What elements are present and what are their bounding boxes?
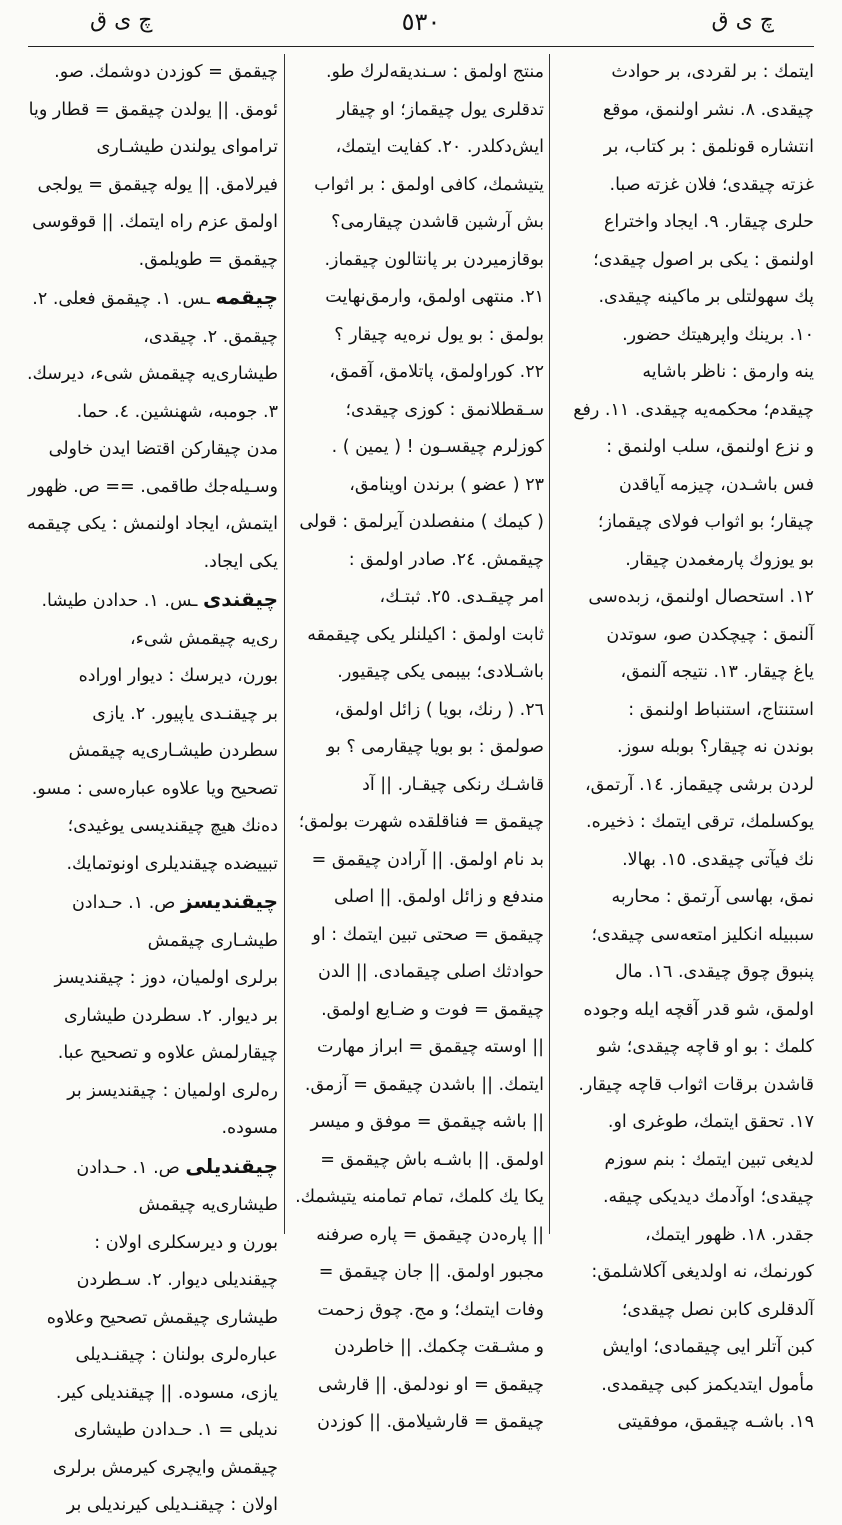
text-line xyxy=(290,1142,544,1180)
line-text: امر چیقـدی. ٢٥. ثبتـك، xyxy=(379,587,544,607)
line-text: چیقمق = کوزدن دوشمك. صو. xyxy=(54,62,278,82)
line-text: ٢١. منتهی اولمق، وارمق‌نهایت xyxy=(325,287,544,307)
text-line xyxy=(556,917,814,955)
text-line xyxy=(556,167,814,205)
text-line xyxy=(556,54,814,92)
line-text: آلدقلری کابن نصل چیقدی؛ xyxy=(621,1299,814,1320)
line-text: || پاره‌دن چیقمق = پاره صرفنه xyxy=(316,1224,544,1245)
line-text: ری‌یه چیقمش شیء، xyxy=(129,628,278,649)
line-text: بش آرشین قاشدن چیقارمی؟ xyxy=(331,212,544,232)
line-text: لدیغی تبین ایتمك : بنم سوزم xyxy=(604,1149,814,1170)
text-line xyxy=(556,1029,814,1067)
line-text: اولان : چیقنـدیلی کیرندیلی بر xyxy=(66,1495,278,1515)
text-line xyxy=(556,654,814,692)
line-text: کلمك : بو او قاچه چیقدی؛ شو xyxy=(597,1037,814,1057)
line-text: کورنمك، نه اولدیغی آکلاشلمق: xyxy=(591,1262,814,1282)
text-line xyxy=(28,658,278,696)
line-text: اولمق، شو قدر آقچه ایله وجوده xyxy=(583,999,814,1020)
line-text: اولنمق : یکی بر اصول چیقدی؛ xyxy=(593,249,814,270)
text-line xyxy=(28,1262,278,1300)
text-line xyxy=(28,167,278,205)
text-line xyxy=(290,879,544,917)
text-line xyxy=(28,1487,278,1525)
text-line xyxy=(556,992,814,1030)
text-line xyxy=(28,923,278,961)
line-text: حوادثك اصلی چیقمادی. || الدن xyxy=(318,962,544,982)
text-line xyxy=(556,392,814,430)
text-line xyxy=(28,1110,278,1148)
line-text: پك سهولتلی بر ماکینه چیقدی. xyxy=(598,287,814,307)
line-text: تصحیح ویا علاوه عباره‌سی : مسو. xyxy=(31,778,278,799)
line-text: ٢٢. کوراولمق، پاتلامق، آقمق، xyxy=(329,362,544,382)
text-line xyxy=(290,54,544,92)
line-text: چیقدم؛ محکمه‌یه چیقدی. ١١. رفع xyxy=(573,399,814,420)
text-line xyxy=(290,429,544,467)
line-text: چیقار؛ بو اثواب فولای چیقماز؛ xyxy=(597,512,814,532)
line-text: قاشدن برقات اثواب قاچه چیقار. xyxy=(578,1074,814,1095)
text-line xyxy=(290,654,544,692)
text-line xyxy=(290,504,544,542)
line-text: چیقمق = طویلمق. xyxy=(138,249,278,270)
line-text: حلری چیقار. ٩. ایجاد واختراع xyxy=(603,212,814,232)
line-text: || باشه چیقمق = موفق و میسر xyxy=(310,1112,544,1132)
line-text: || اوسته چیقمق = ابراز مهارت xyxy=(317,1037,544,1057)
text-line xyxy=(290,1292,544,1330)
line-text: ٢٣ ( عضو ) برندن اوینامق، xyxy=(349,474,544,495)
text-line xyxy=(556,1104,814,1142)
text-line xyxy=(556,204,814,242)
text-line xyxy=(290,279,544,317)
entry-headword: چیقندیلی xyxy=(185,1153,278,1178)
text-line xyxy=(290,467,544,505)
text-line xyxy=(290,204,544,242)
line-text: نك فیآتی چیقدی. ١٥. بهالا. xyxy=(622,849,814,870)
text-line xyxy=(28,544,278,582)
text-line xyxy=(556,804,814,842)
line-text: برلری اولمیان، دوز : چیقندیسز xyxy=(54,968,278,988)
text-line xyxy=(290,92,544,130)
entry-headword: چیقمه xyxy=(215,285,278,309)
text-line xyxy=(556,279,814,317)
text-line xyxy=(556,692,814,730)
text-line xyxy=(28,1300,278,1338)
line-text: آلنمق : چیچکدن صو، سوتدن xyxy=(606,624,814,645)
line-text: ص. ١. حـدادن xyxy=(76,1157,180,1178)
text-line xyxy=(556,579,814,617)
line-text: ره‌لری اولمیان : چیقندیسز بر xyxy=(67,1080,278,1101)
text-line xyxy=(28,356,278,394)
text-line xyxy=(28,431,278,469)
text-line xyxy=(556,129,814,167)
line-text: و مشـقت چکمك. || خاطردن xyxy=(334,1337,544,1357)
text-line xyxy=(290,954,544,992)
text-line xyxy=(556,842,814,880)
line-text: مأمول ایتدیکمز کبی چیقمدی. xyxy=(601,1374,814,1395)
text-line xyxy=(290,1179,544,1217)
page-header xyxy=(28,0,814,40)
text-line xyxy=(290,242,544,280)
line-text: ده‌نك هیچ چیقندیسی یوغیدی؛ xyxy=(67,816,278,836)
text-line xyxy=(28,1450,278,1488)
text-line xyxy=(556,1142,814,1180)
text-line xyxy=(290,917,544,955)
text-line xyxy=(556,1179,814,1217)
page-number: ٥٣٠ xyxy=(401,8,441,36)
text-line xyxy=(556,92,814,130)
line-text: فس باشـدن، چیزمه آیاقدن xyxy=(618,474,814,495)
line-text: طیشـاری چیقمش xyxy=(147,930,278,951)
text-line xyxy=(28,581,278,621)
text-line xyxy=(28,204,278,242)
text-line xyxy=(290,579,544,617)
text-line xyxy=(28,960,278,998)
text-line xyxy=(28,1337,278,1375)
line-text: ( کیمك ) منفصلدن آیرلمق : قولی xyxy=(299,512,544,532)
text-line xyxy=(290,1217,544,1255)
line-text: مندفع و زائل اولمق. || اصلی xyxy=(333,887,544,907)
text-line xyxy=(28,1035,278,1073)
text-line xyxy=(28,394,278,432)
line-text: غزته چیقدی؛ فلان غزته صبا. xyxy=(609,174,814,195)
text-line xyxy=(28,1073,278,1111)
line-text: ٣. جومبه، شهنشین. ٤. حما. xyxy=(76,401,278,422)
text-line xyxy=(290,767,544,805)
text-line xyxy=(556,1217,814,1255)
header-letters-left: چ ی ق xyxy=(90,8,153,33)
line-text: ١٢. استحصال اولنمق، زبده‌سی xyxy=(588,587,814,607)
text-line xyxy=(556,429,814,467)
line-text: ١٠. برینك واپرهیتك حضور. xyxy=(622,324,814,345)
line-text: ـس. ١. حدادن طیشا. xyxy=(41,591,198,611)
line-text: چیقدی. ٨. نشر اولنمق، موقع xyxy=(602,99,814,120)
text-line xyxy=(556,354,814,392)
text-line xyxy=(556,1067,814,1105)
text-line xyxy=(28,883,278,923)
text-line xyxy=(28,92,278,130)
line-text: یکی ایجاد. xyxy=(203,551,278,572)
line-text: یتیشمك، کافی اولمق : بر اثواب xyxy=(314,174,544,195)
text-line xyxy=(556,1254,814,1292)
text-line xyxy=(556,1292,814,1330)
line-text: و نزع اولنمق، سلب اولنمق : xyxy=(606,437,814,457)
line-text: ص. ١. حـدادن xyxy=(71,893,176,913)
text-line xyxy=(28,733,278,771)
line-text: لردن برشی چیقماز. ١٤. آرتمق، xyxy=(585,774,814,795)
line-text: یکا یك کلمك، تمام تمامنه یتیشمك. xyxy=(295,1187,544,1207)
text-line xyxy=(556,617,814,655)
text-line xyxy=(556,242,814,280)
text-line xyxy=(290,167,544,205)
text-line xyxy=(556,504,814,542)
line-text: تبییضده چیقندیلری اونوتمایك. xyxy=(66,853,278,874)
header-rule xyxy=(28,46,814,47)
text-line xyxy=(290,617,544,655)
column-divider-left xyxy=(284,54,285,1234)
text-line xyxy=(290,542,544,580)
text-line xyxy=(290,1367,544,1405)
line-text: اولمق عزم راه ایتمك. || قوقوسی xyxy=(32,212,278,232)
line-text: چیقمق = قارشیلامق. || کوزدن xyxy=(317,1412,544,1432)
line-text: تراموای یولندن طیشـاری xyxy=(96,137,278,157)
text-line xyxy=(290,729,544,767)
text-line xyxy=(290,992,544,1030)
line-text: چیقدی؛ اوآدمك دیدیکی چیقه. xyxy=(602,1187,814,1207)
text-line xyxy=(290,354,544,392)
line-text: ینه وارمق : ناظر باشایه xyxy=(642,362,814,382)
text-line xyxy=(556,767,814,805)
text-line xyxy=(556,954,814,992)
line-text: استنتاج، استنباط اولنمق : xyxy=(628,699,814,720)
text-line xyxy=(290,804,544,842)
line-text: منتج اولمق : سـندیقه‌لرك طو. xyxy=(325,62,544,82)
line-text: چیقمق. ٢. چیقدی، xyxy=(143,326,278,347)
line-text: قاشـك رنکی چیقـار. || آد xyxy=(362,774,544,795)
text-line xyxy=(28,1187,278,1225)
line-text: ثابت اولمق : اکیلنلر یکی چیقمقه xyxy=(307,624,544,645)
column-middle xyxy=(290,54,544,1432)
line-text: ایش‌دکلدر. ٢٠. کفایت ایتمك، xyxy=(335,137,544,157)
line-text: ئومق. || یولدن چیقمق = قطار ویا xyxy=(28,99,278,120)
line-text: کبن آتلر ایی چیقمادی؛ اوایش xyxy=(602,1337,814,1357)
line-text: یازی، مسوده. || چیقندیلی کیر. xyxy=(55,1382,278,1403)
entry-headword: چیقندی xyxy=(202,587,278,611)
text-line xyxy=(290,842,544,880)
line-text: پنبوق چوق چیقدی. ١٦. مال xyxy=(615,962,814,982)
text-line xyxy=(290,1029,544,1067)
text-line xyxy=(28,506,278,544)
line-text: طیشاری‌یه چیقمش xyxy=(138,1195,278,1215)
text-line xyxy=(28,129,278,167)
line-text: نمق، بهاسی آرتمق : محاربه xyxy=(611,887,814,907)
line-text: وفات ایتمك؛ و مج. چوق زحمت xyxy=(317,1299,544,1320)
line-text: ٢٦. ( رنك، بویا ) زائل اولمق، xyxy=(334,699,544,720)
line-text: چیقمق = او نودلمق. || قارشی xyxy=(318,1374,544,1395)
line-text: مجبور اولمق. || جان چیقمق = xyxy=(318,1262,544,1282)
text-line xyxy=(556,1404,814,1442)
line-text: بر چیقنـدی یاپیور. ٢. یازی xyxy=(92,703,278,724)
entry-headword: چیقندیسز xyxy=(181,889,278,913)
line-text: اولمق. || باشـه باش چیقمق = xyxy=(320,1149,544,1170)
line-text: صولمق : بو بویا چیقارمی ؟ بو xyxy=(326,737,544,757)
line-text: یوکسلمك، ترقی ایتمك : ذخیره. xyxy=(586,812,814,832)
line-text: سطردن طیشـاری‌یه چیقمش xyxy=(68,741,278,761)
text-line xyxy=(28,621,278,659)
line-text: بوندن نه چیقار؟ بوبله سوز. xyxy=(616,737,814,757)
text-line xyxy=(290,1329,544,1367)
header-letters-right: چ ی ق xyxy=(711,8,774,33)
text-line xyxy=(28,242,278,280)
text-line xyxy=(290,692,544,730)
line-text: چیقمق = صحتی تبین ایتمك : او xyxy=(312,924,544,945)
line-text: بوقازمیردن بر پانتالون چیقماز. xyxy=(324,249,544,270)
text-line xyxy=(28,469,278,507)
text-line xyxy=(556,729,814,767)
line-text: بولمق : بو یول نره‌یه چیقار ؟ xyxy=(334,324,544,345)
line-text: انتشاره قونلمق : بر کتاب، بر xyxy=(603,137,814,157)
line-text: مسوده. xyxy=(221,1118,278,1138)
text-line xyxy=(556,1367,814,1405)
text-line xyxy=(290,1104,544,1142)
line-text: تدقلری یول چیقماز؛ او چیقار xyxy=(337,99,544,120)
text-line xyxy=(290,129,544,167)
line-text: ـس. ١. چیقمق فعلی. ٢. xyxy=(32,289,210,309)
line-text: وسـیله‌جك طاقمی. == ص. ظهور xyxy=(28,476,278,497)
text-line xyxy=(28,1225,278,1263)
line-text: چیقارلمش علاوه و تصحیح عبا. xyxy=(57,1043,278,1063)
column-divider-right xyxy=(549,54,550,1234)
line-text: یاغ چیقار. ١٣. نتیجه آلنمق، xyxy=(620,662,814,682)
line-text: باشـلادی؛ بیبمی یکی چیقیور. xyxy=(337,662,544,682)
line-text: ایتمش، ایجاد اولنمش : یکی چیقمه xyxy=(27,514,278,534)
text-line xyxy=(556,542,814,580)
line-text: چیقمق = فناقلقده شهرت بولمق؛ xyxy=(298,812,544,832)
line-text: چیقندیلی دیوار. ٢. سـطردن xyxy=(76,1270,278,1290)
line-text: ١٧. تحقق ایتمك، طوغری او. xyxy=(607,1112,814,1132)
text-line xyxy=(28,808,278,846)
line-text: عباره‌لری بولنان : چیقنـدیلی xyxy=(75,1345,278,1365)
line-text: چیقمش. ٢٤. صادر اولمق : xyxy=(348,549,544,570)
text-line xyxy=(28,279,278,319)
text-line xyxy=(28,319,278,357)
text-line xyxy=(28,771,278,809)
line-text: بر دیوار. ٢. سطردن طیشاری xyxy=(64,1005,278,1026)
line-text: ندیلی = ١. حـدادن طیشاری xyxy=(73,1420,278,1440)
text-line xyxy=(28,54,278,92)
column-left xyxy=(26,54,278,1515)
text-line xyxy=(28,998,278,1036)
line-text: سببیله انکلیز امتعه‌سی چیقدی؛ xyxy=(591,924,814,945)
line-text: فیرلامق. || یوله چیقمق = یولجی xyxy=(37,174,278,195)
line-text: بورن و دیرسکلری اولان : xyxy=(94,1232,278,1253)
text-line xyxy=(556,879,814,917)
text-line xyxy=(290,1404,544,1442)
text-line xyxy=(28,696,278,734)
text-line xyxy=(290,1067,544,1105)
line-text: سـقطلانمق : کوزی چیقدی؛ xyxy=(345,399,544,420)
text-line xyxy=(290,392,544,430)
line-text: کوزلرم چیقسـون ! ( یمین ) . xyxy=(331,437,544,457)
text-line xyxy=(28,1375,278,1413)
line-text: بو یوزوك پارمغمدن چیقار. xyxy=(625,549,814,570)
text-line xyxy=(556,317,814,355)
text-line xyxy=(290,317,544,355)
line-text: جقدر. ١٨. ظهور ایتمك، xyxy=(645,1224,814,1245)
text-line xyxy=(556,1329,814,1367)
text-line xyxy=(290,1254,544,1292)
line-text: طیشاری چیقمش تصحیح وعلاوه xyxy=(46,1307,278,1328)
line-text: بورن، دیرسك : دیوار اوراده xyxy=(78,666,278,686)
line-text: ١٩. باشـه چیقمق، موفقیتی xyxy=(617,1412,814,1432)
text-line xyxy=(28,1412,278,1450)
text-line xyxy=(28,846,278,884)
text-line xyxy=(556,467,814,505)
text-line xyxy=(28,1148,278,1188)
line-text: مدن چیقارکن اقتضا ایدن خاولی xyxy=(48,439,278,459)
line-text: ایتمك. || باشدن چیقمق = آزمق. xyxy=(304,1074,544,1095)
line-text: بد نام اولمق. || آرادن چیقمق = xyxy=(311,849,544,870)
line-text: طیشاری‌یه چیقمش شیء، دیرسك. xyxy=(26,364,278,384)
line-text: چیقمش وایچری کیرمش برلری xyxy=(52,1457,278,1478)
line-text: چیقمق = فوت و ضـایع اولمق. xyxy=(321,999,544,1020)
column-right xyxy=(556,54,814,1432)
line-text: ایتمك : بر لقردی، بر حوادث xyxy=(611,62,814,82)
